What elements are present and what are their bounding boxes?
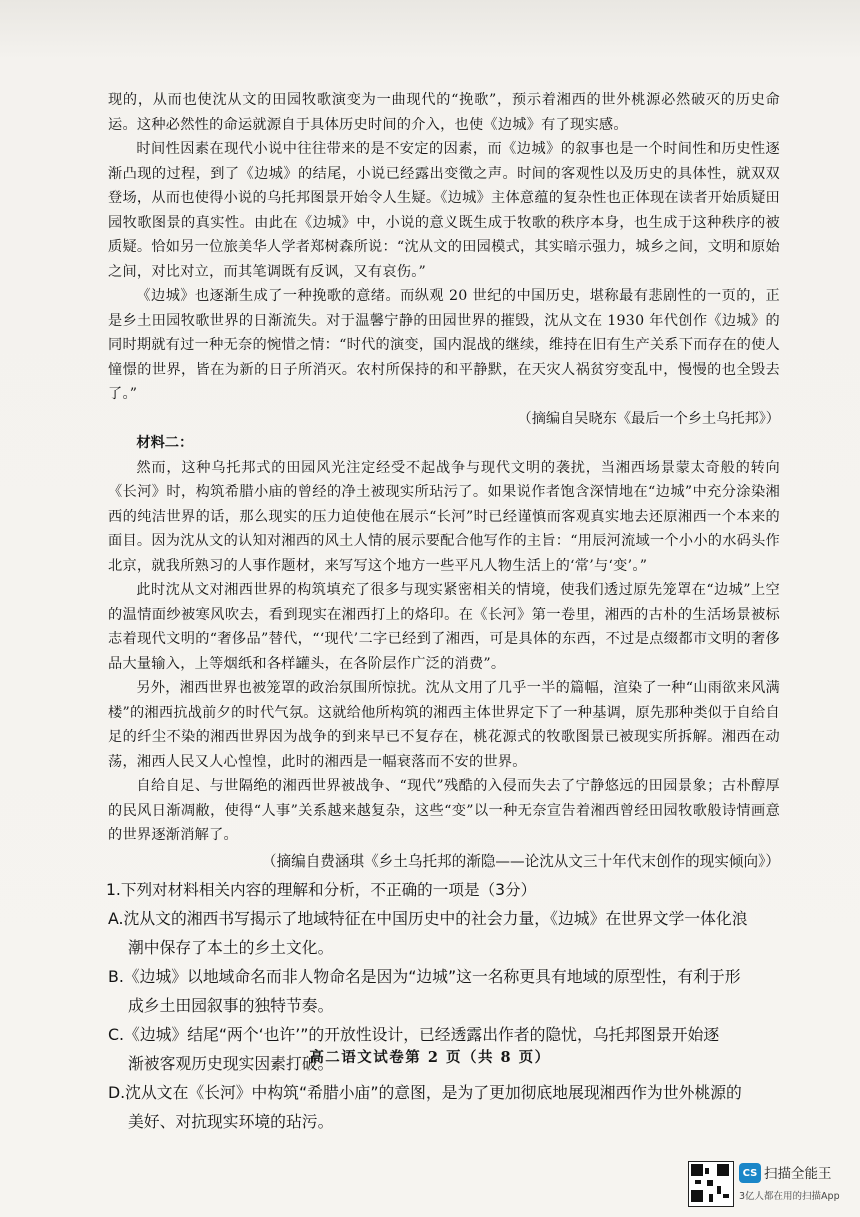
material-one-paragraph-2: 时间性因素在现代小说中往往带来的是不安定的因素，而《边城》的叙事也是一个时间性和历史性逐渐凸现的过程，到了《边城》的结尾，小说已经露出变徵之声。时间的客观性以及历史的具体性，就双双登场，从而也使得小说的乌托邦图景开始令人生疑。《边城》主体意蕴的复杂性也正体现在读者开始质疑田园牧歌图景的真实性。由此在《边城》中，小说的意义既生成于牧歌的秩序本身，也生成于这种秩序的被质疑。恰如另一位旅美华人学者郑树森所说：“沈从文的田园模式，其实暗示强力，城乡之间，文明和原始之间，对比对立，而其笔调既有反讽，又有哀伤。” <box>108 141 780 280</box>
material-one-paragraph-3: 《边城》也逐渐生成了一种挽歌的意绪。而纵观 20 世纪的中国历史，堪称最有悲剧性的一页的，正是乡土田园牧歌世界的日渐流失。对于温馨宁静的田园世界的摧毁，沈从文在 1930 年代创作《边城》的同时期就有过一种无奈的惋惜之情：“时代的演变，国内混战的继续，维持在旧有生产关系下而存在的使人憧憬的世界，皆在为新的日子所消灭。农村所保持的和平静默，在天灾人祸贫穷变乱中，慢慢的也全毁去了。” <box>108 288 780 402</box>
material-one-source: （摘编自吴晓东《最后一个乡土乌托邦》） <box>517 410 780 427</box>
option-c-line-1: C.《边城》结尾“两个‘也许’”的开放性设计，已经透露出作者的隐忧，乌托邦图景开始逐 <box>108 1025 720 1044</box>
qr-code-icon <box>688 1161 734 1207</box>
material-two-paragraph-2: 此时沈从文对湘西世界的构筑填充了很多与现实紧密相关的情境，使我们透过原先笼罩在“边城”上空的温情面纱被寒风吹去，看到现实在湘西打上的烙印。在《长河》第一卷里，湘西的古朴的生活场景被标志着现代文明的“奢侈品”替代，“‘现代’二字已经到了湘西，可是具体的东西，不过是点缀都市文明的奢侈品大量输入，上等烟纸和各样罐头，在各阶层作广泛的消费”。 <box>108 582 780 672</box>
option-d-line-2: 美好、对抗现实环境的玷污。 <box>128 1112 334 1131</box>
option-b-line-1: B.《边城》以地域命名而非人物命名是因为“边城”这一名称更具有地域的原型性，有利于形 <box>108 967 741 986</box>
material-one-paragraph-1: 现的，从而也使沈从文的田园牧歌演变为一曲现代的“挽歌”，预示着湘西的世外桃源必然破灭的历史命运。这种必然性的命运就源自于具体历史时间的介入，也使《边城》有了现实感。 <box>108 92 780 133</box>
material-two-paragraph-1: 然而，这种乌托邦式的田园风光注定经受不起战争与现代文明的袭扰，当湘西场景蒙太奇般的转向《长河》时，构筑希腊小庙的曾经的净土被现实所玷污了。如果说作者饱含深情地在“边城”中充分涂染湘西的纯洁世界的话，那么现实的压力迫使他在展示“长河”时已经谨慎而客观真实地去还原湘西一个本来的面目。因为沈从文的认知对湘西的风土人情的展示要配合他写作的主旨：“用辰河流域一个小小的水码头作北京，就我所熟习的人事作题材，来写写这个地方一些平凡人物生活上的‘常’与‘变’。” <box>108 459 780 574</box>
option-d-line-1: D.沈从文在《长河》中构筑“希腊小庙”的意图，是为了更加彻底地展现湘西作为世外桃源的 <box>108 1083 742 1102</box>
exam-content <box>108 88 780 1136</box>
material-two-source: （摘编自费涵琪《乡土乌托邦的渐隐——论沈从文三十年代末创作的现实倾向》） <box>261 852 780 870</box>
option-a-line-2: 潮中保存了本土的乡土文化。 <box>128 938 334 957</box>
material-two-paragraph-4: 自给自足、与世隔绝的湘西世界被战争、“现代”残酷的入侵而失去了宁静悠远的田园景象；古朴醇厚的民风日渐凋敝，使得“人事”关系越来越复杂，这些“变”以一种无奈宣告着湘西曾经田园牧歌般诗情画意的世界逐渐消解了。 <box>108 778 780 843</box>
option-b-line-2: 成乡土田园叙事的独特节奏。 <box>128 996 334 1015</box>
question-1-stem: 1.下列对材料相关内容的理解和分析，不正确的一项是（3分） <box>106 881 537 899</box>
option-c-line-2: 渐被客观历史现实因素打破。 <box>128 1054 334 1073</box>
material-two-heading: 材料二： <box>136 435 194 451</box>
camscanner-tagline: 3亿人都在用的扫描App <box>739 1191 840 1202</box>
camscanner-app-name: 扫描全能王 <box>764 1166 832 1182</box>
page-footer: 高二语文试卷第 2 页（共 8 页） <box>309 1049 551 1066</box>
material-two-paragraph-3: 另外，湘西世界也被笼罩的政治氛围所惊扰。沈从文用了几乎一半的篇幅，渲染了一种“山雨欲来风满楼”的湘西抗战前夕的时代气氛。这就给他所构筑的湘西主体世界定下了一种基调，原先那种类似于自给自足的纤尘不染的湘西世界因为战争的到来早已不复存在，桃花源式的牧歌图景已被现实所拆解。湘西在动荡，湘西人民又人心惶惶，此时的湘西是一幅衰落而不安的世界。 <box>108 680 780 770</box>
option-a-line-1: A.沈从文的湘西书写揭示了地域特征在中国历史中的社会力量，《边城》在世界文学一体化浪 <box>108 909 748 928</box>
camscanner-logo-icon: CS <box>739 1163 761 1183</box>
